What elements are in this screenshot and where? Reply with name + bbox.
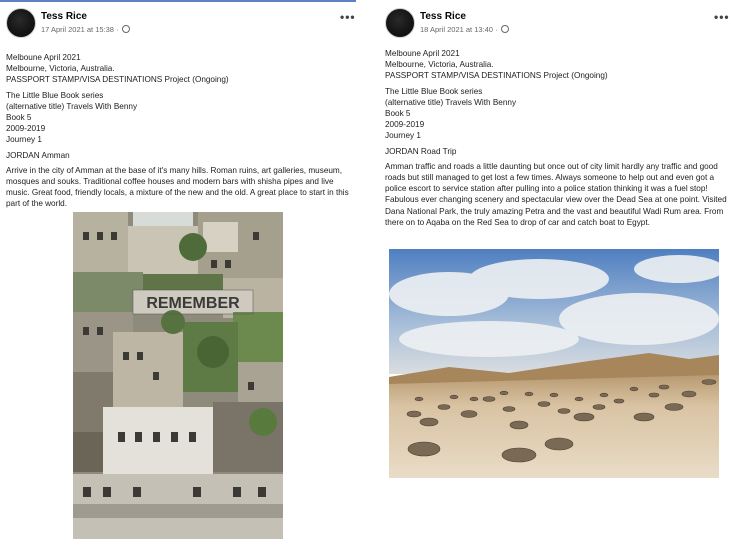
post-body (385, 48, 727, 228)
header-line: Melboune April 2021 (385, 49, 460, 58)
series-line: 2009-2019 (385, 120, 425, 130)
globe-icon[interactable] (501, 25, 509, 33)
meta-separator: · (495, 25, 498, 34)
post-meta (420, 25, 509, 34)
more-options-icon[interactable]: ••• (340, 10, 356, 24)
avatar[interactable] (385, 8, 415, 38)
post-meta (41, 25, 130, 34)
post-heading: JORDAN Amman (6, 150, 70, 160)
meta-separator: · (116, 25, 119, 34)
series-line: 2009-2019 (6, 124, 46, 134)
author-name[interactable]: Tess Rice (41, 11, 87, 22)
series-line: Journey 1 (6, 135, 42, 145)
desert-photo[interactable] (389, 249, 719, 478)
post-road-trip (380, 0, 732, 549)
header-line: PASSPORT STAMP/VISA DESTINATIONS Project (Ongoing) (6, 75, 229, 85)
post-body (6, 52, 351, 210)
header-line: Melboune April 2021 (6, 53, 81, 62)
amman-photo[interactable] (73, 212, 283, 539)
header-line: PASSPORT STAMP/VISA DESTINATIONS Project (Ongoing) (385, 71, 608, 81)
globe-icon[interactable] (122, 25, 130, 33)
post-heading: JORDAN Road Trip (385, 146, 457, 156)
post-date[interactable]: 17 April 2021 at 15:38 (41, 25, 114, 34)
series-line: Journey 1 (385, 131, 421, 141)
author-name[interactable]: Tess Rice (420, 11, 466, 22)
wall-graffiti-text: REMEMBER (146, 295, 240, 312)
series-line: (alternative title) Travels With Benny (6, 101, 138, 111)
series-line: Book 5 (6, 113, 32, 123)
header-line: Melbourne, Victoria, Australia. (6, 64, 115, 74)
post-paragraph: Arrive in the city of Amman at the base of it's many hills. Roman ruins, art galleries, museum, mosques and souks. Traditional coffee houses and modern bars with shisha pipes and live music. Great food, friendly locals, a mixture of the new and the old. A great place to start in this part of the world. (6, 165, 349, 209)
avatar[interactable] (6, 8, 36, 38)
series-line: (alternative title) Travels With Benny (385, 97, 517, 107)
series-line: The Little Blue Book series (6, 90, 104, 100)
post-paragraph: Amman traffic and roads a little daunting but once out of city limit hardly any traffic and good roads but still managed to get lost a few times. Always someone to help out and even got a police escort to service station after pulling into a police station thinking it was a fuel stop! (385, 161, 718, 194)
header-line: Melbourne, Victoria, Australia. (385, 60, 494, 70)
series-line: The Little Blue Book series (385, 86, 483, 96)
post-date[interactable]: 18 April 2021 at 13:40 (420, 25, 493, 34)
series-line: Book 5 (385, 109, 411, 119)
desert-landscape-image (389, 249, 719, 478)
top-divider (0, 0, 356, 2)
amman-city-image (73, 212, 283, 539)
post-amman (0, 0, 356, 549)
post-paragraph: Fabulous ever changing scenery and spectacular view over the Dead Sea at one point. Visited Dana National Park, the truly amazing Petra and the vast and beautiful Wadi Rum area. From there on to Aqaba on the Red Sea to drop of car and catch boat to Egypt. (385, 195, 727, 227)
more-options-icon[interactable]: ••• (714, 10, 730, 24)
